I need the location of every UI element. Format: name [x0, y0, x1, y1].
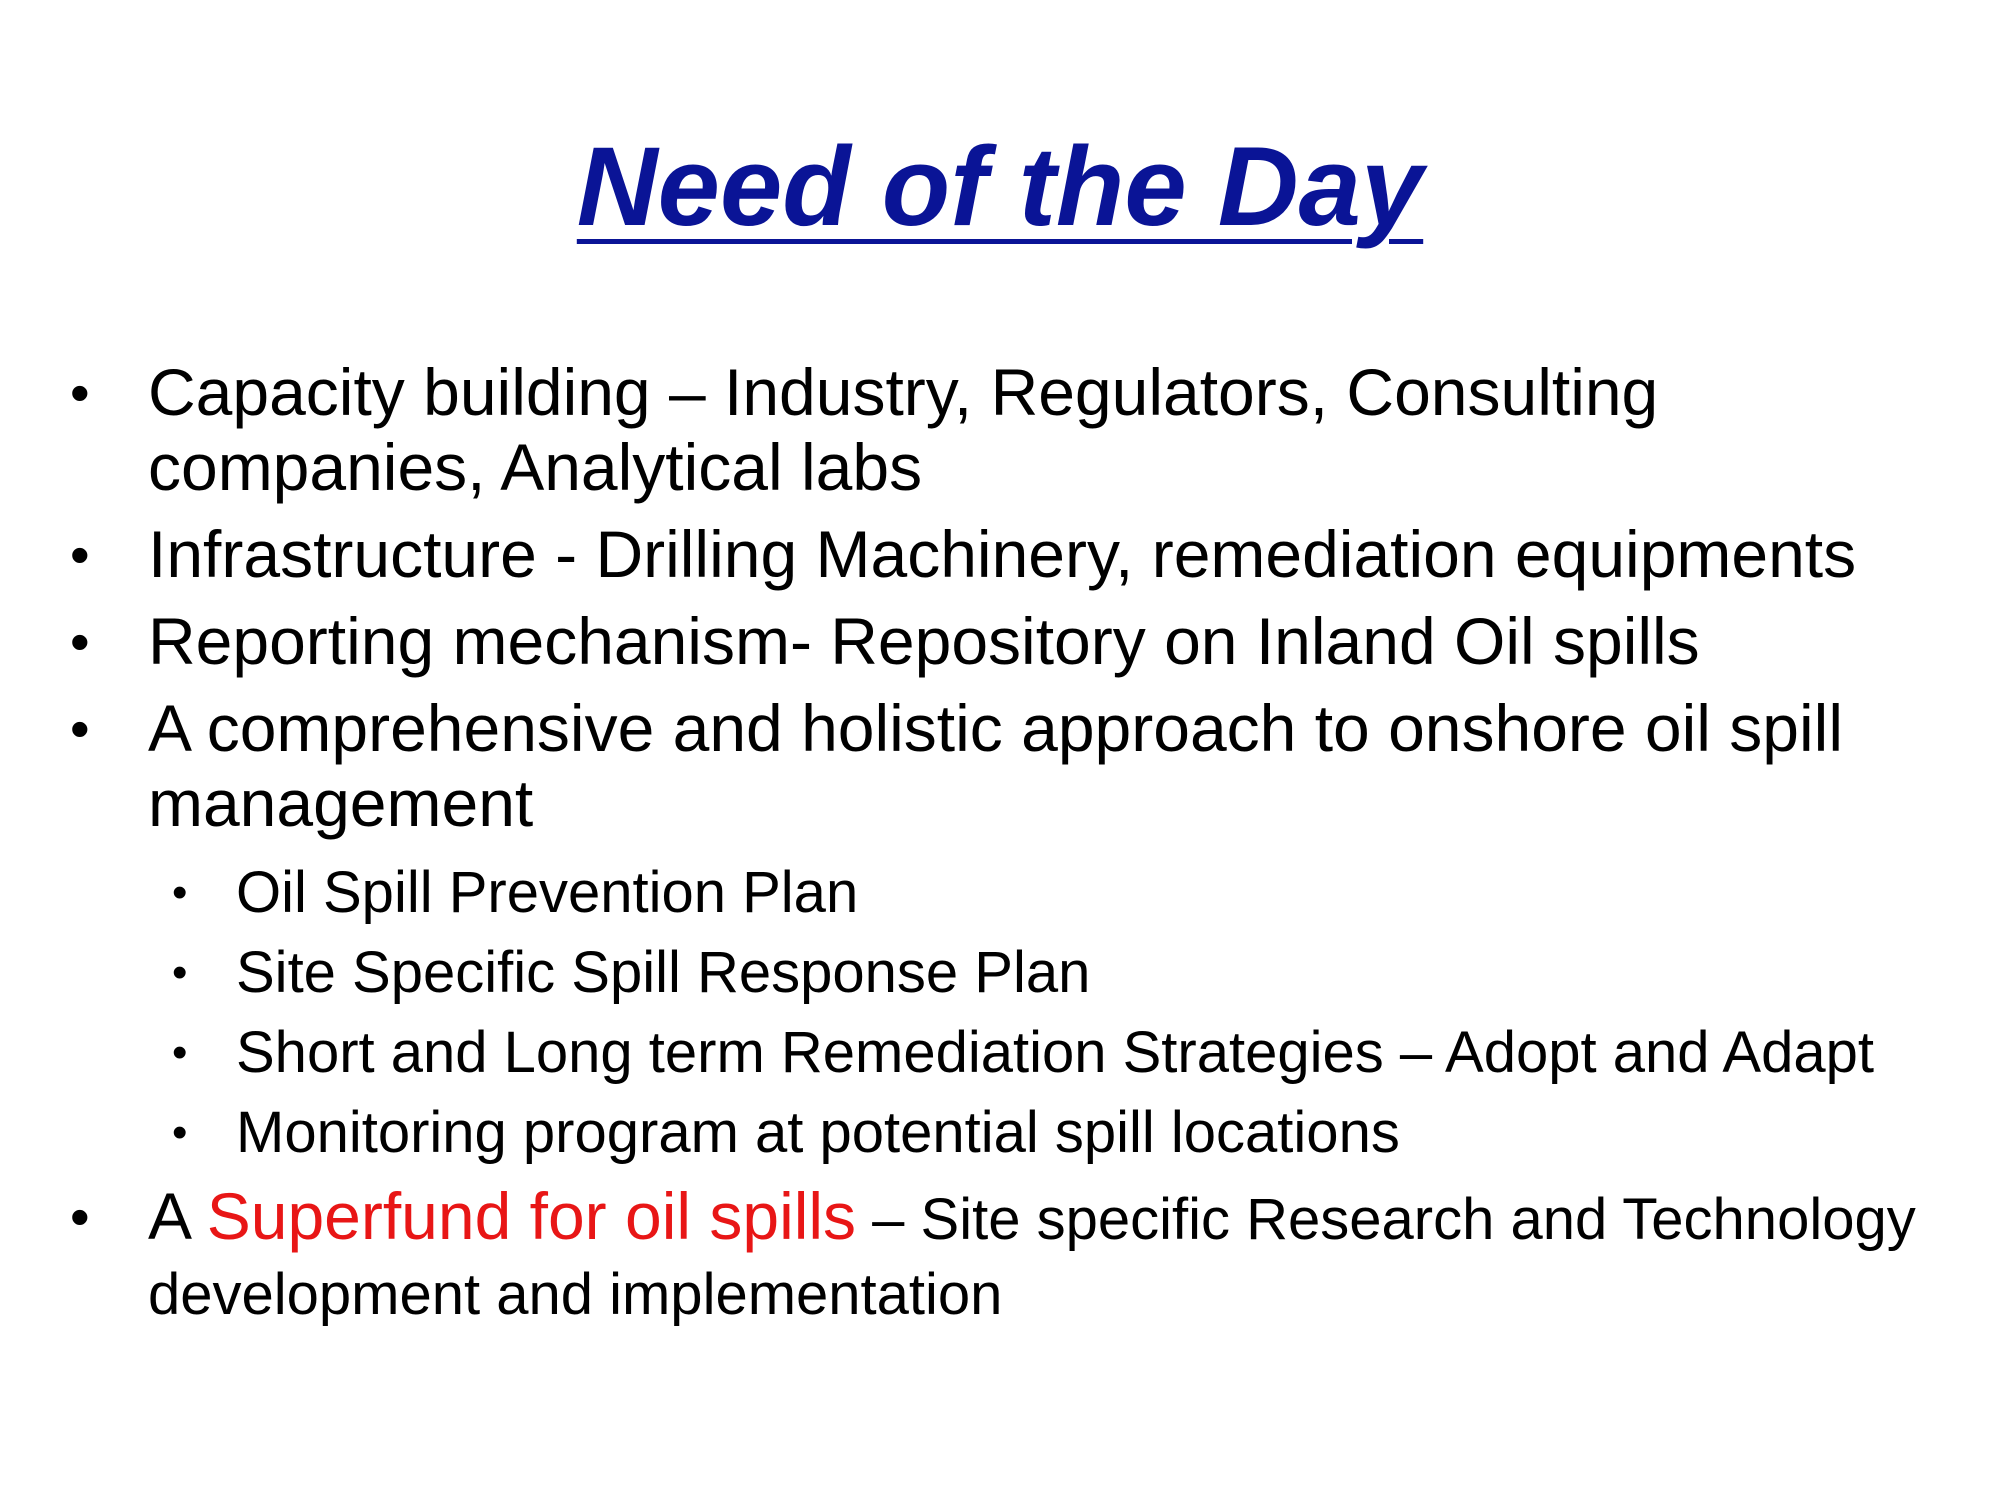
bullet-icon: •	[70, 697, 90, 760]
sub-bullet-item	[0, 853, 2000, 933]
sub-bullet-icon: •	[172, 1028, 188, 1077]
bullet-text: Capacity building – Industry, Regulators, Consulting companies, Analytical labs	[148, 355, 1659, 504]
slide-title: Need of the Day	[576, 124, 1424, 249]
bullet-text-suffix: – Site specific Research and Technology development and implementation	[148, 1187, 1916, 1327]
sub-bullet-list	[0, 853, 2000, 1173]
bullet-text-prefix: A	[148, 1179, 207, 1253]
bullet-text: Infrastructure - Drilling Machinery, remediation equipments	[148, 517, 1857, 591]
bullet-item-superfund	[0, 1179, 2000, 1332]
sub-bullet-icon: •	[172, 948, 188, 997]
sub-bullet-text: Oil Spill Prevention Plan	[236, 860, 859, 925]
sub-bullet-item	[0, 1093, 2000, 1173]
sub-bullet-item	[0, 1013, 2000, 1093]
bullet-text: A comprehensive and holistic approach to onshore oil spill management	[148, 691, 1843, 840]
bullet-icon: •	[70, 1185, 90, 1248]
sub-bullet-icon: •	[172, 1108, 188, 1157]
sub-bullet-text: Site Specific Spill Response Plan	[236, 940, 1091, 1005]
bullet-text: Reporting mechanism- Repository on Inland Oil spills	[148, 604, 1700, 678]
bullet-list	[0, 355, 2000, 1344]
bullet-item	[0, 517, 2000, 592]
bullet-item	[0, 355, 2000, 505]
bullet-item	[0, 604, 2000, 679]
bullet-icon: •	[70, 610, 90, 673]
bullet-item	[0, 691, 2000, 841]
sub-bullet-text: Monitoring program at potential spill locations	[236, 1100, 1400, 1165]
sub-bullet-icon: •	[172, 868, 188, 917]
bullet-icon: •	[70, 523, 90, 586]
sub-bullet-text: Short and Long term Remediation Strategies – Adopt and Adapt	[236, 1020, 1874, 1085]
bullet-icon: •	[70, 361, 90, 424]
superfund-highlight: Superfund for oil spills	[206, 1179, 857, 1253]
sub-bullet-item	[0, 933, 2000, 1013]
